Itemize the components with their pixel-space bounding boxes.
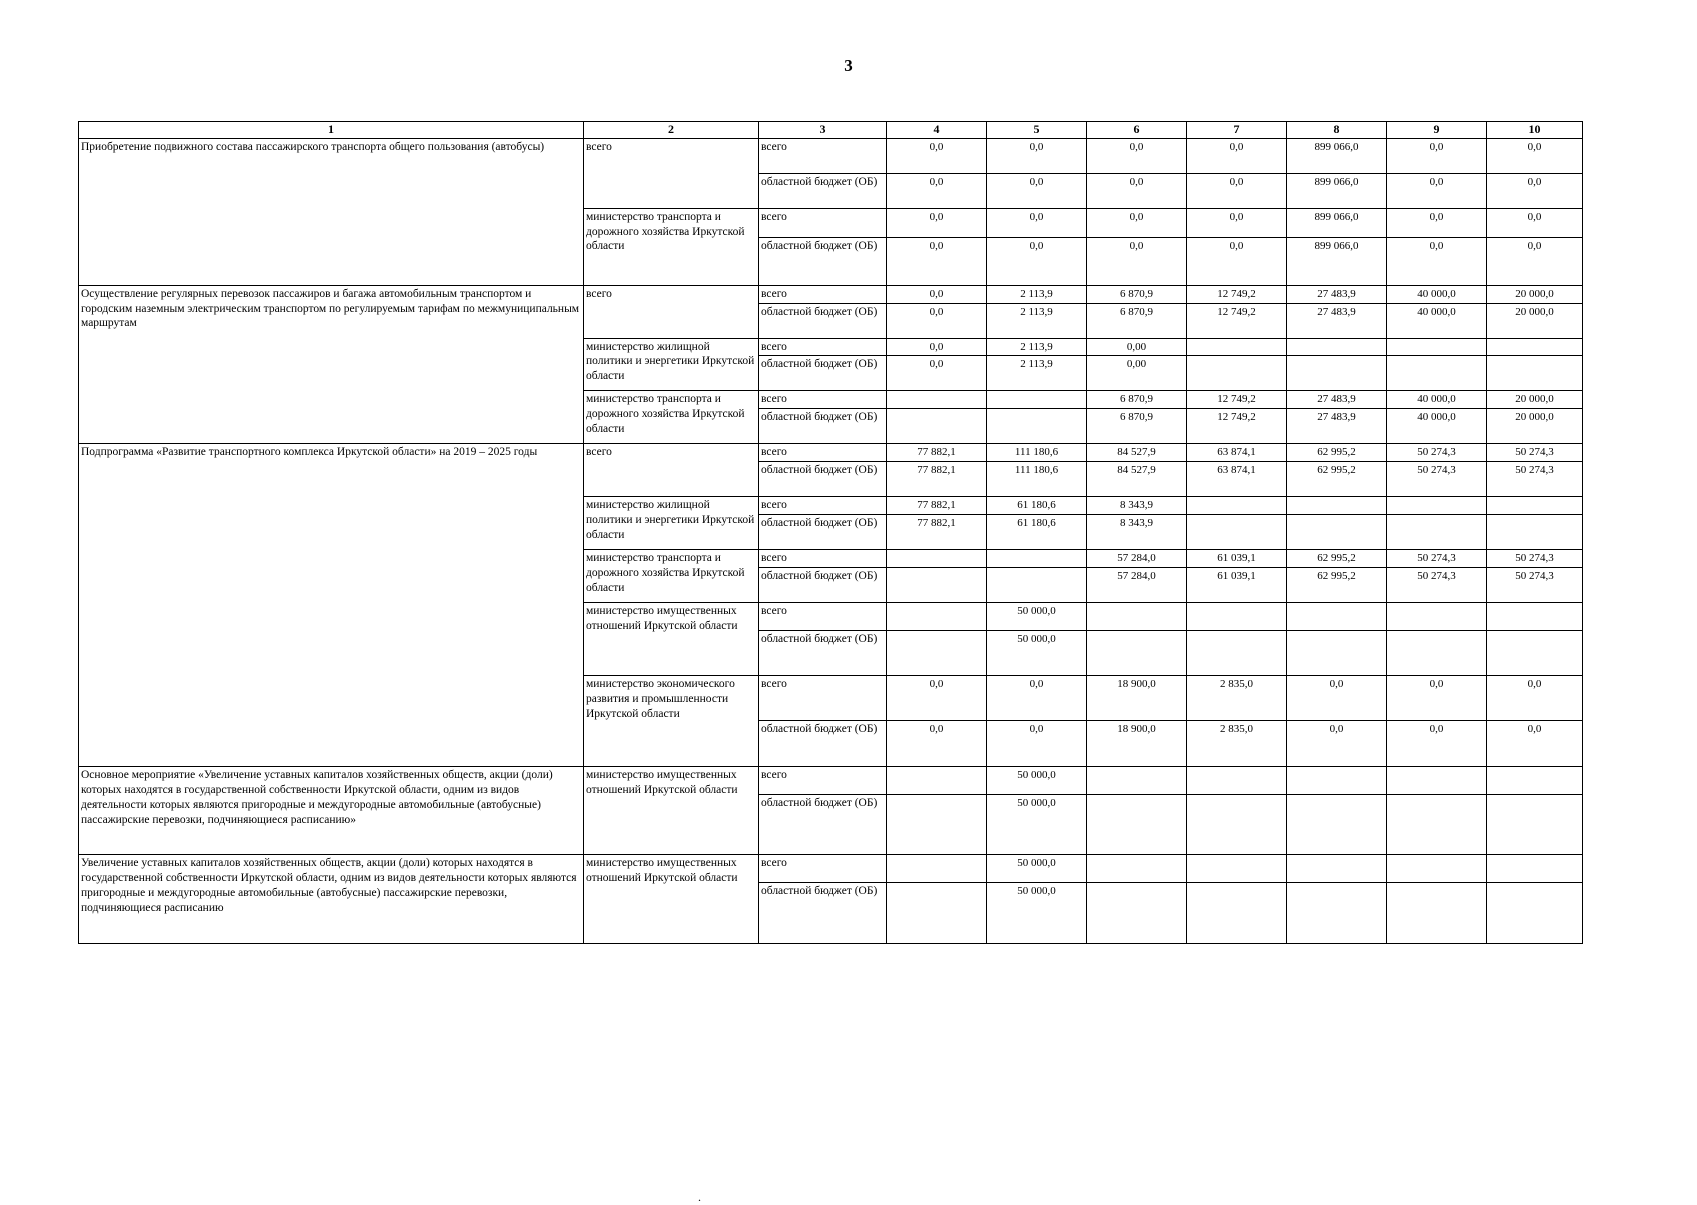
amount-col-10: 0,0 <box>1487 208 1583 237</box>
amount-col-8: 27 483,9 <box>1287 285 1387 303</box>
amount-col-5: 61 180,6 <box>987 515 1087 550</box>
amount-col-8 <box>1287 356 1387 391</box>
funding-source: всего <box>759 497 887 515</box>
amount-col-8: 0,0 <box>1287 721 1387 767</box>
amount-col-8: 899 066,0 <box>1287 237 1387 285</box>
funding-source: областной бюджет (ОБ) <box>759 356 887 391</box>
amount-col-10: 20 000,0 <box>1487 391 1583 409</box>
amount-col-4: 77 882,1 <box>887 515 987 550</box>
amount-col-6 <box>1087 855 1187 883</box>
amount-col-10: 50 274,3 <box>1487 550 1583 568</box>
amount-col-5: 0,0 <box>987 173 1087 208</box>
amount-col-9: 40 000,0 <box>1387 391 1487 409</box>
amount-col-6: 6 870,9 <box>1087 409 1187 444</box>
amount-col-5: 0,0 <box>987 237 1087 285</box>
amount-col-9 <box>1387 497 1487 515</box>
funding-source: областной бюджет (ОБ) <box>759 568 887 603</box>
amount-col-4 <box>887 391 987 409</box>
amount-col-7: 61 039,1 <box>1187 550 1287 568</box>
amount-col-10 <box>1487 603 1583 631</box>
amount-col-10: 50 274,3 <box>1487 568 1583 603</box>
amount-col-8: 62 995,2 <box>1287 550 1387 568</box>
amount-col-5: 0,0 <box>987 721 1087 767</box>
amount-col-6: 84 527,9 <box>1087 444 1187 462</box>
responsible-executor: министерство экономического развития и промышленности Иркутской области <box>584 676 759 767</box>
amount-col-5: 2 113,9 <box>987 338 1087 356</box>
amount-col-6 <box>1087 883 1187 944</box>
responsible-executor: министерство жилищной политики и энергетики Иркутской области <box>584 497 759 550</box>
amount-col-10 <box>1487 356 1583 391</box>
amount-col-4: 77 882,1 <box>887 444 987 462</box>
amount-col-5: 61 180,6 <box>987 497 1087 515</box>
funding-source: областной бюджет (ОБ) <box>759 515 887 550</box>
funding-source: всего <box>759 285 887 303</box>
funding-source: всего <box>759 676 887 721</box>
amount-col-6: 0,0 <box>1087 208 1187 237</box>
footer-mark: . <box>698 1190 701 1204</box>
table-row <box>79 444 1583 462</box>
responsible-executor: министерство имущественных отношений Иркутской области <box>584 603 759 676</box>
table-row <box>79 138 1583 173</box>
amount-col-9 <box>1387 338 1487 356</box>
amount-col-5: 50 000,0 <box>987 883 1087 944</box>
amount-col-5: 50 000,0 <box>987 795 1087 855</box>
amount-col-9: 0,0 <box>1387 721 1487 767</box>
amount-col-5: 111 180,6 <box>987 462 1087 497</box>
amount-col-7 <box>1187 795 1287 855</box>
amount-col-10: 50 274,3 <box>1487 444 1583 462</box>
amount-col-7: 12 749,2 <box>1187 391 1287 409</box>
amount-col-5: 50 000,0 <box>987 767 1087 795</box>
amount-col-8: 62 995,2 <box>1287 568 1387 603</box>
column-header-2: 2 <box>584 122 759 139</box>
amount-col-9: 40 000,0 <box>1387 285 1487 303</box>
amount-col-4: 0,0 <box>887 208 987 237</box>
amount-col-9 <box>1387 603 1487 631</box>
amount-col-8 <box>1287 631 1387 676</box>
amount-col-5 <box>987 550 1087 568</box>
funding-source: областной бюджет (ОБ) <box>759 631 887 676</box>
funding-source: всего <box>759 767 887 795</box>
amount-col-4 <box>887 883 987 944</box>
amount-col-7: 0,0 <box>1187 208 1287 237</box>
amount-col-8 <box>1287 767 1387 795</box>
column-header-3: 3 <box>759 122 887 139</box>
amount-col-8: 62 995,2 <box>1287 462 1387 497</box>
responsible-executor: министерство имущественных отношений Иркутской области <box>584 767 759 855</box>
amount-col-6: 6 870,9 <box>1087 285 1187 303</box>
amount-col-7 <box>1187 356 1287 391</box>
amount-col-9 <box>1387 767 1487 795</box>
funding-source: областной бюджет (ОБ) <box>759 721 887 767</box>
responsible-executor: всего <box>584 285 759 338</box>
amount-col-5 <box>987 409 1087 444</box>
activity-name: Подпрограмма «Развитие транспортного комплекса Иркутской области» на 2019 – 2025 годы <box>79 444 584 767</box>
amount-col-4: 0,0 <box>887 356 987 391</box>
amount-col-6: 0,00 <box>1087 356 1187 391</box>
amount-col-7: 12 749,2 <box>1187 285 1287 303</box>
amount-col-10 <box>1487 883 1583 944</box>
amount-col-6: 0,00 <box>1087 338 1187 356</box>
amount-col-7: 63 874,1 <box>1187 462 1287 497</box>
funding-source: областной бюджет (ОБ) <box>759 883 887 944</box>
amount-col-10: 50 274,3 <box>1487 462 1583 497</box>
amount-col-9 <box>1387 631 1487 676</box>
amount-col-9: 0,0 <box>1387 208 1487 237</box>
amount-col-8 <box>1287 855 1387 883</box>
amount-col-8 <box>1287 883 1387 944</box>
funding-source: всего <box>759 208 887 237</box>
amount-col-9 <box>1387 515 1487 550</box>
amount-col-9: 50 274,3 <box>1387 462 1487 497</box>
amount-col-4: 0,0 <box>887 721 987 767</box>
funding-source: всего <box>759 855 887 883</box>
amount-col-6: 84 527,9 <box>1087 462 1187 497</box>
amount-col-8: 899 066,0 <box>1287 208 1387 237</box>
amount-col-7 <box>1187 767 1287 795</box>
amount-col-5: 2 113,9 <box>987 285 1087 303</box>
column-header-9: 9 <box>1387 122 1487 139</box>
amount-col-8: 899 066,0 <box>1287 138 1387 173</box>
amount-col-7 <box>1187 603 1287 631</box>
funding-source: всего <box>759 444 887 462</box>
amount-col-5: 111 180,6 <box>987 444 1087 462</box>
funding-source: областной бюджет (ОБ) <box>759 237 887 285</box>
amount-col-5: 2 113,9 <box>987 356 1087 391</box>
amount-col-9 <box>1387 356 1487 391</box>
amount-col-4: 0,0 <box>887 173 987 208</box>
funding-source: областной бюджет (ОБ) <box>759 462 887 497</box>
amount-col-8 <box>1287 497 1387 515</box>
table-row <box>79 855 1583 883</box>
amount-col-10: 0,0 <box>1487 138 1583 173</box>
funding-table <box>78 121 1583 944</box>
amount-col-8: 0,0 <box>1287 676 1387 721</box>
amount-col-10: 0,0 <box>1487 237 1583 285</box>
responsible-executor: министерство имущественных отношений Иркутской области <box>584 855 759 944</box>
amount-col-10 <box>1487 631 1583 676</box>
table-row <box>79 285 1583 303</box>
amount-col-6: 57 284,0 <box>1087 568 1187 603</box>
amount-col-4: 0,0 <box>887 237 987 285</box>
funding-source: областной бюджет (ОБ) <box>759 409 887 444</box>
amount-col-8 <box>1287 515 1387 550</box>
amount-col-5: 2 113,9 <box>987 303 1087 338</box>
table-row <box>79 767 1583 795</box>
column-number-header-row <box>79 122 1583 139</box>
amount-col-6 <box>1087 631 1187 676</box>
amount-col-4: 0,0 <box>887 676 987 721</box>
amount-col-7: 0,0 <box>1187 237 1287 285</box>
amount-col-8 <box>1287 603 1387 631</box>
amount-col-10: 20 000,0 <box>1487 409 1583 444</box>
amount-col-8: 27 483,9 <box>1287 391 1387 409</box>
amount-col-9: 50 274,3 <box>1387 568 1487 603</box>
responsible-executor: министерство жилищной политики и энергетики Иркутской области <box>584 338 759 391</box>
column-header-7: 7 <box>1187 122 1287 139</box>
amount-col-6: 0,0 <box>1087 173 1187 208</box>
amount-col-6: 0,0 <box>1087 237 1187 285</box>
column-header-10: 10 <box>1487 122 1583 139</box>
amount-col-7: 63 874,1 <box>1187 444 1287 462</box>
amount-col-6 <box>1087 603 1187 631</box>
amount-col-9 <box>1387 795 1487 855</box>
amount-col-6: 6 870,9 <box>1087 391 1187 409</box>
amount-col-5: 50 000,0 <box>987 603 1087 631</box>
amount-col-10: 0,0 <box>1487 721 1583 767</box>
amount-col-8: 27 483,9 <box>1287 303 1387 338</box>
column-header-5: 5 <box>987 122 1087 139</box>
amount-col-4 <box>887 631 987 676</box>
amount-col-4 <box>887 568 987 603</box>
activity-name: Приобретение подвижного состава пассажирского транспорта общего пользования (автобусы) <box>79 138 584 285</box>
amount-col-6: 18 900,0 <box>1087 676 1187 721</box>
amount-col-9: 0,0 <box>1387 676 1487 721</box>
page-number: 3 <box>844 56 853 75</box>
amount-col-6: 0,0 <box>1087 138 1187 173</box>
amount-col-9: 0,0 <box>1387 237 1487 285</box>
amount-col-7: 61 039,1 <box>1187 568 1287 603</box>
activity-name: Основное мероприятие «Увеличение уставных капиталов хозяйственных обществ, акции (доли) которых находятся в государственной собственности Иркутской области, одним из видов деятельности которых являются пригородные и междугородные автомобильные (автобусные) пассажирские перевозки, подчиняющиеся расписанию» <box>79 767 584 855</box>
amount-col-5 <box>987 568 1087 603</box>
responsible-executor: всего <box>584 138 759 208</box>
amount-col-8: 62 995,2 <box>1287 444 1387 462</box>
amount-col-8 <box>1287 338 1387 356</box>
amount-col-6: 57 284,0 <box>1087 550 1187 568</box>
amount-col-7: 12 749,2 <box>1187 303 1287 338</box>
amount-col-8: 899 066,0 <box>1287 173 1387 208</box>
amount-col-4: 0,0 <box>887 338 987 356</box>
amount-col-5 <box>987 391 1087 409</box>
responsible-executor: всего <box>584 444 759 497</box>
amount-col-4 <box>887 550 987 568</box>
amount-col-4: 77 882,1 <box>887 497 987 515</box>
funding-source: всего <box>759 138 887 173</box>
amount-col-9: 40 000,0 <box>1387 409 1487 444</box>
amount-col-7: 2 835,0 <box>1187 676 1287 721</box>
amount-col-4: 0,0 <box>887 138 987 173</box>
amount-col-10 <box>1487 855 1583 883</box>
amount-col-8 <box>1287 795 1387 855</box>
amount-col-7: 2 835,0 <box>1187 721 1287 767</box>
column-header-8: 8 <box>1287 122 1387 139</box>
amount-col-9: 0,0 <box>1387 173 1487 208</box>
responsible-executor: министерство транспорта и дорожного хозяйства Иркутской области <box>584 550 759 603</box>
amount-col-9: 50 274,3 <box>1387 444 1487 462</box>
amount-col-6 <box>1087 795 1187 855</box>
amount-col-10 <box>1487 338 1583 356</box>
amount-col-4 <box>887 795 987 855</box>
amount-col-7: 12 749,2 <box>1187 409 1287 444</box>
amount-col-5: 50 000,0 <box>987 631 1087 676</box>
amount-col-10 <box>1487 795 1583 855</box>
amount-col-10: 0,0 <box>1487 173 1583 208</box>
amount-col-7 <box>1187 515 1287 550</box>
amount-col-4 <box>887 767 987 795</box>
funding-source: всего <box>759 338 887 356</box>
activity-name: Осуществление регулярных перевозок пассажиров и багажа автомобильным транспортом и городским наземным электрическим транспортом по регулируемым тарифам по межмуниципальным маршрутам <box>79 285 584 444</box>
amount-col-7 <box>1187 855 1287 883</box>
amount-col-7: 0,0 <box>1187 173 1287 208</box>
amount-col-4: 0,0 <box>887 285 987 303</box>
amount-col-7 <box>1187 883 1287 944</box>
amount-col-10 <box>1487 767 1583 795</box>
funding-source: областной бюджет (ОБ) <box>759 303 887 338</box>
funding-source: всего <box>759 603 887 631</box>
amount-col-4 <box>887 603 987 631</box>
funding-source: областной бюджет (ОБ) <box>759 795 887 855</box>
amount-col-4: 77 882,1 <box>887 462 987 497</box>
amount-col-7 <box>1187 631 1287 676</box>
amount-col-9 <box>1387 883 1487 944</box>
amount-col-5: 0,0 <box>987 676 1087 721</box>
amount-col-5: 0,0 <box>987 138 1087 173</box>
amount-col-9 <box>1387 855 1487 883</box>
amount-col-9: 50 274,3 <box>1387 550 1487 568</box>
amount-col-8: 27 483,9 <box>1287 409 1387 444</box>
activity-name: Увеличение уставных капиталов хозяйственных обществ, акции (доли) которых находятся в государственной собственности Иркутской области, одним из видов деятельности которых являются пригородные и междугородные автомобильные (автобусные) пассажирские перевозки, подчиняющиеся расписанию <box>79 855 584 944</box>
amount-col-6: 6 870,9 <box>1087 303 1187 338</box>
amount-col-4 <box>887 855 987 883</box>
funding-source: областной бюджет (ОБ) <box>759 173 887 208</box>
responsible-executor: министерство транспорта и дорожного хозяйства Иркутской области <box>584 208 759 285</box>
amount-col-4 <box>887 409 987 444</box>
column-header-1: 1 <box>79 122 584 139</box>
amount-col-10: 20 000,0 <box>1487 303 1583 338</box>
funding-source: всего <box>759 550 887 568</box>
amount-col-7 <box>1187 497 1287 515</box>
responsible-executor: министерство транспорта и дорожного хозяйства Иркутской области <box>584 391 759 444</box>
amount-col-6: 8 343,9 <box>1087 497 1187 515</box>
amount-col-6: 18 900,0 <box>1087 721 1187 767</box>
amount-col-9: 40 000,0 <box>1387 303 1487 338</box>
amount-col-5: 0,0 <box>987 208 1087 237</box>
column-header-4: 4 <box>887 122 987 139</box>
amount-col-5: 50 000,0 <box>987 855 1087 883</box>
amount-col-6: 8 343,9 <box>1087 515 1187 550</box>
amount-col-7 <box>1187 338 1287 356</box>
column-header-6: 6 <box>1087 122 1187 139</box>
amount-col-9: 0,0 <box>1387 138 1487 173</box>
amount-col-7: 0,0 <box>1187 138 1287 173</box>
amount-col-10 <box>1487 497 1583 515</box>
amount-col-6 <box>1087 767 1187 795</box>
amount-col-10 <box>1487 515 1583 550</box>
amount-col-10: 20 000,0 <box>1487 285 1583 303</box>
amount-col-10: 0,0 <box>1487 676 1583 721</box>
funding-source: всего <box>759 391 887 409</box>
amount-col-4: 0,0 <box>887 303 987 338</box>
